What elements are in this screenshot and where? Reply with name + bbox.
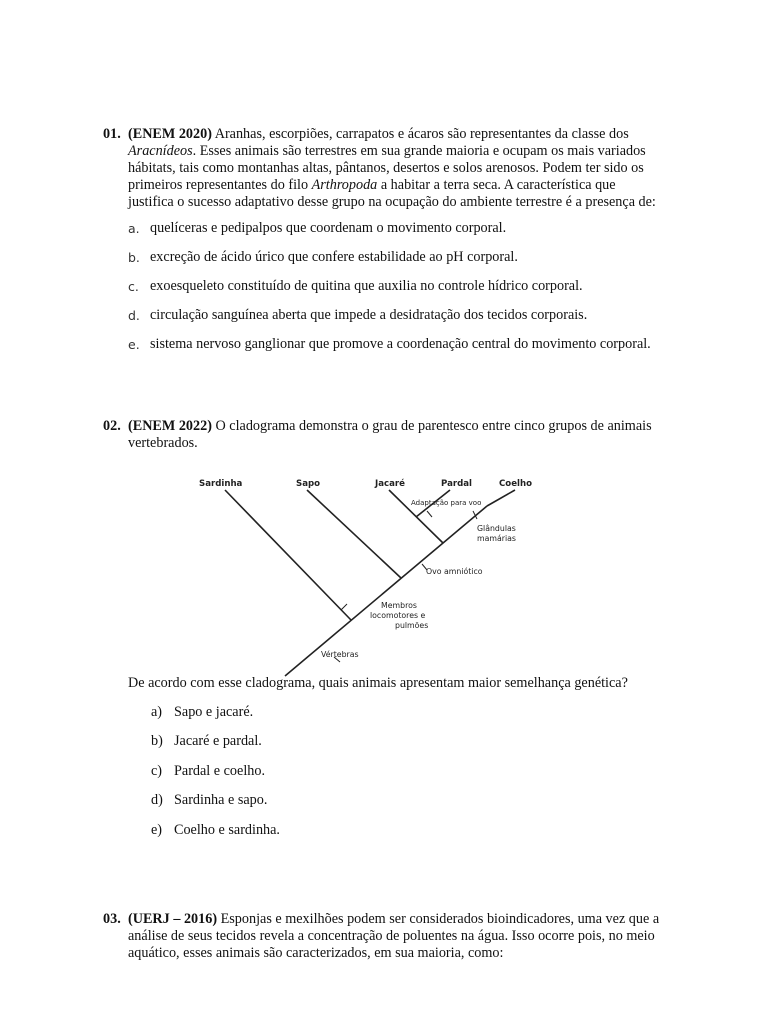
question-3-number: 03. [103,911,121,927]
option-c[interactable] [151,763,663,780]
question-2-text-part: O cladograma demonstra o grau de parentesco entre cinco grupos de animais vertebrados. [128,418,652,451]
option-label: b) [151,733,163,750]
option-text: Jacaré e pardal. [174,733,262,750]
trait-flight: Adaptação para voo [411,499,482,507]
trait-limbs-line2: locomotores e [370,611,426,620]
cladogram-traits [321,499,516,659]
cladogram-trait-ticks [334,511,477,662]
option-label: c. [128,279,139,294]
question-2 [103,418,663,452]
taxon-coelho: Coelho [499,479,533,489]
option-d[interactable] [151,792,663,809]
option-text: sistema nervoso ganglionar que promove a coordenação central do movimento corporal. [150,336,651,352]
trait-glands-line1: Glândulas [477,524,516,533]
question-1-source: (ENEM 2020) [128,126,212,142]
taxon-pardal: Pardal [441,479,473,489]
option-label: b. [128,250,140,265]
question-2-prompt: De acordo com esse cladograma, quais animais apresentam maior semelhança genética? [128,675,628,691]
question-1-text-part: . Esses animais são terrestres em sua grande maioria e ocupam os mais variados hábitats, tais como montanhas altas, pântanos, desertos e solos arenosos. Podem ter sido os primeiros representantes do filo [128,143,646,193]
option-text: Coelho e sardinha. [174,821,280,838]
branch-coelho [487,490,515,506]
taxon-sardinha: Sardinha [199,479,243,489]
option-e[interactable] [128,336,663,353]
question-1-italic-term: Arthropoda [311,177,378,193]
question-2-number: 02. [103,418,121,434]
branch-sapo [307,490,401,578]
question-3-text-part: Esponjas e mexilhões podem ser considerados bioindicadores, uma vez que a análise de seus tecidos revela a concentração de poluentes na água. Isso ocorre pois, no meio aquático, esses animais são caracterizados, em sua maioria, como: [128,911,660,961]
cladogram-branches [225,490,515,676]
cladogram-figure [195,472,540,677]
option-label: a) [151,704,163,720]
question-1 [103,126,663,365]
question-3-source: (UERJ – 2016) [128,911,218,927]
question-1-text-part: a habitar a terra seca. A característica que justifica o sucesso adaptativo desse grupo na ocupação do ambiente terrestre é a presença de: [128,177,656,210]
taxon-jacare: Jacaré [375,479,405,489]
option-b[interactable] [151,733,663,750]
option-a[interactable] [151,704,663,721]
branch-main-stem [285,506,487,676]
trait-glands-line2: mamárias [477,534,516,543]
question-1-text [128,126,663,211]
option-label: e. [128,337,140,352]
question-1-italic-term: Aracnídeos [128,143,193,159]
tick-flight [427,511,432,517]
option-text: Sardinha e sapo. [174,792,268,809]
branch-sardinha [225,490,351,620]
option-label: a. [128,221,140,236]
question-2-text [128,418,663,452]
option-label: c) [151,762,163,779]
option-label: e) [151,821,163,838]
option-text: circulação sanguínea aberta que impede a desidratação dos tecidos corporais. [150,307,588,323]
option-b[interactable] [128,249,663,266]
trait-limbs-line3: pulmões [395,621,429,630]
option-label: d) [151,792,163,809]
trait-amniotic: Ovo amniótico [426,567,483,576]
option-text: Sapo e jacaré. [174,704,254,720]
option-a[interactable] [128,220,663,237]
taxon-sapo: Sapo [296,479,321,489]
tick-limbs [341,604,347,610]
option-text: Pardal e coelho. [174,762,265,779]
question-2-source: (ENEM 2022) [128,418,212,434]
option-label: d. [128,308,140,323]
question-1-number: 01. [103,126,121,142]
trait-vertebrae: Vértebras [321,650,359,659]
option-text: quelíceras e pedipalpos que coordenam o movimento corporal. [150,220,507,236]
question-1-options [128,220,663,353]
option-e[interactable] [151,822,663,839]
option-text: exoesqueleto constituído de quitina que auxilia no controle hídrico corporal. [150,278,583,294]
option-c[interactable] [128,278,663,295]
option-d[interactable] [128,307,663,324]
question-2-options [151,704,663,839]
question-2-continued [103,675,663,851]
cladogram-taxa [199,478,532,489]
question-3 [103,911,663,962]
question-3-text [128,911,663,962]
option-text: excreção de ácido úrico que confere estabilidade ao pH corporal. [150,249,518,265]
question-1-text-part: Aranhas, escorpiões, carrapatos e ácaros são representantes da classe dos [211,126,629,142]
trait-limbs-line1: Membros [381,601,417,610]
